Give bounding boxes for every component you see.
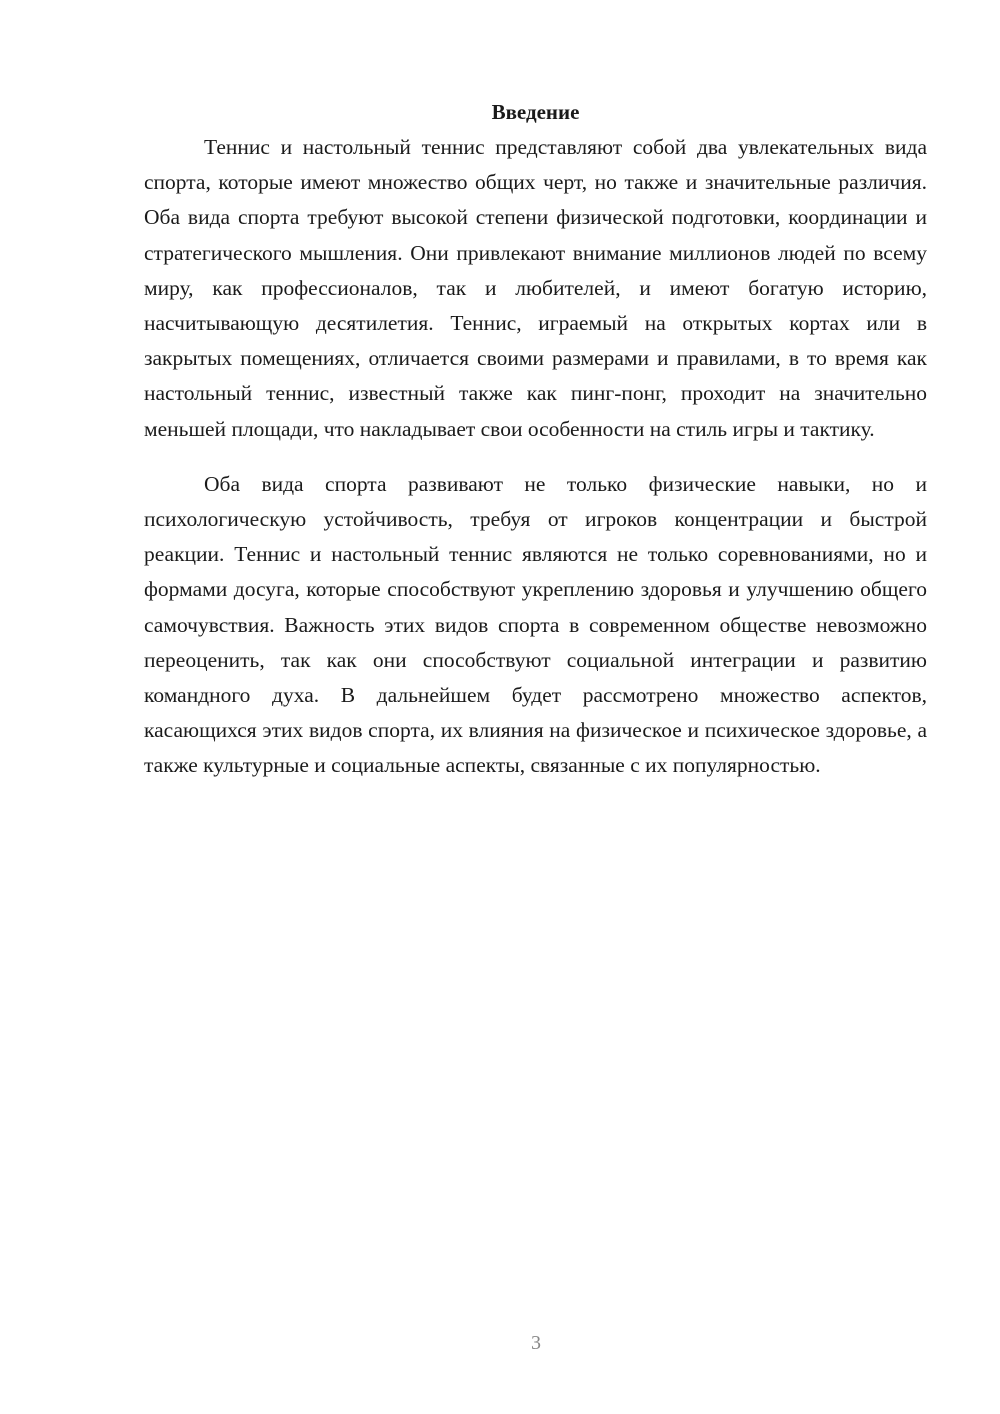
section-heading: Введение — [491, 100, 580, 124]
paragraph-2: Оба вида спорта развивают не только физические навыки, но и психологическую устойчивость, требуя от игроков концентрации и быстрой реакции. Теннис и настольный теннис являются не только соревнованиями, но и формами досуга, которые способствуют укреплению здоровья и улучшению общего самочувствия. Важность этих видов спорта в современном обществе невозможно переоценить, так как они способствуют социальной интеграции и развитию командного духа. В дальнейшем будет рассмотрено множество аспектов, касающихся этих видов спорта, их влияния на физическое и психическое здоровье, а также культурные и социальные аспекты, связанные с их популярностью. — [144, 471, 927, 778]
page-content — [144, 94, 927, 784]
page-number: 3 — [531, 1332, 541, 1354]
paragraph-1: Теннис и настольный теннис представляют собой два увлекательных вида спорта, которые имеют множество общих черт, но также и значительные различия. Оба вида спорта требуют высокой степени физической подготовки, координации и стратегического мышления. Они привлекают внимание миллионов людей по всему миру, как профессионалов, так и любителей, и имеют богатую историю, насчитывающую десятилетия. Теннис, играемый на открытых кортах или в закрытых помещениях, отличается своими размерами и правилами, в то время как настольный теннис, известный также как пинг-понг, проходит на значительно меньшей площади, что накладывает свои особенности на стиль игры и тактику. — [144, 135, 927, 441]
